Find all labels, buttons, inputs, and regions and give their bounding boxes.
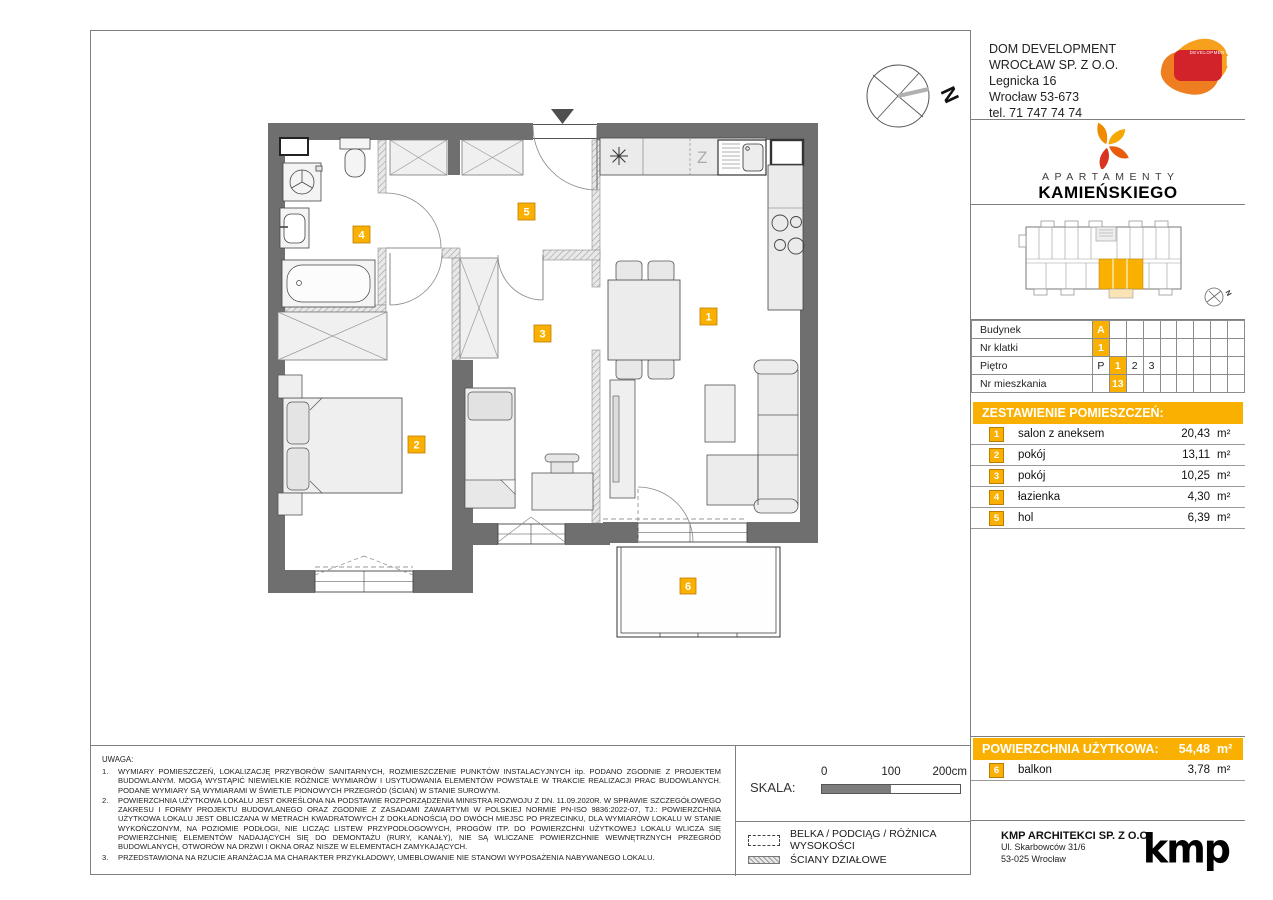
usable-area-label: POWIERZCHNIA UŻYTKOWA: (982, 742, 1159, 756)
scale-section (735, 746, 970, 821)
pillow (287, 402, 309, 444)
room-label-bedroom (408, 436, 425, 453)
room-name: pokój (1018, 449, 1046, 461)
brand-line1: APARTAMENTY (1041, 171, 1180, 183)
brand-logo (971, 120, 1245, 205)
dining-table (608, 280, 680, 360)
svg-text:3: 3 (539, 328, 546, 341)
room-number-chip: 3 (989, 469, 1004, 484)
room-name: pokój (1018, 470, 1046, 482)
coffee-table (705, 385, 735, 442)
mini-compass-icon (1205, 288, 1232, 306)
info-table-row: Budynek A (972, 321, 1245, 339)
partitions-label: ŚCIANY DZIAŁOWE (790, 854, 887, 866)
compass-icon (867, 65, 963, 127)
dom-development-logo (1161, 39, 1263, 99)
svg-text:1: 1 (705, 311, 712, 324)
svg-text:4: 4 (358, 229, 365, 242)
info-table-row: Piętro P 1 2 3 (972, 357, 1245, 375)
room3-door (498, 255, 543, 300)
room-number-chip: 4 (989, 490, 1004, 505)
legend-row-beam (748, 830, 970, 850)
room-label-bathroom (353, 226, 370, 243)
bathroom-door (386, 193, 441, 248)
bottom-band (90, 745, 970, 875)
architect-address1: Ul. Skarbowców 31/6 (1001, 842, 1086, 852)
scale-ticks (821, 766, 967, 780)
usable-area-bar (973, 738, 1243, 760)
bedroom-door (390, 253, 442, 305)
nightstand (278, 375, 302, 398)
kitchen-sink (718, 140, 766, 175)
developer-phone: tel. 71 747 74 74 (989, 106, 1083, 120)
fridge-symbol: Z (697, 148, 708, 167)
developer-address2: Wrocław 53-673 (989, 90, 1080, 104)
svg-text:N: N (1223, 289, 1233, 298)
entrance (533, 109, 597, 139)
developer-name2: WROCŁAW SP. Z O.O. (989, 58, 1119, 72)
bedroom-furniture (278, 375, 402, 515)
architect-name: KMP ARCHITEKCI SP. Z O.O. (1001, 830, 1152, 842)
room-area: 10,25 (1181, 470, 1210, 482)
bathroom-fixtures (280, 138, 375, 307)
bathroom-sink (280, 208, 309, 248)
room3-furniture (465, 388, 593, 510)
entrance-marker-icon (551, 109, 574, 124)
unit-info-table (971, 320, 1245, 393)
room-area: 6,39 (1187, 512, 1210, 524)
balcony-row: 6 balkon 3,78 m² (971, 760, 1245, 781)
info-panel (970, 30, 1263, 875)
balcony-name: balkon (1018, 764, 1052, 776)
pillow (287, 448, 309, 490)
balcony-number-chip: 6 (989, 763, 1004, 778)
scale-bar (821, 784, 961, 794)
developer-address1: Legnicka 16 (989, 74, 1057, 88)
note-item: 2. POWIERZCHNIA UŻYTKOWA LOKALU JEST OKREŚLONA NA PODSTAWIE ROZPORZĄDZENIA MINISTRA ROZWOJU Z DN. 11.09.2020R. W SPRAWIE SZCZEGÓŁOWEGO ZAKRESU I FORMY PROJEKTU BUDOWLANEGO ORAZ ZGODNIE Z ZASADAMI ZAWARTYMI W POLSKIEJ NORMIE PN-ISO 9836:2022-07, TJ.: POWIERZCHNIA UŻYTKOWA LOKALU JEST OBLICZANA W METRACH KWADRATOWYCH Z DOKŁADNOŚCIĄ DO DWÓCH MIEJSC PO PRZECINKU, DLA WYMIARÓW LOKALU W STANIE WYKOŃCZONYM, NA POZIOMIE PODŁOGI, NIE LICZĄC LISTEW PRZYPODŁOGOWYCH, PROGÓW ITP. DO POWIERZCHNI UŻYTKOWEJ LOKALU WLICZA SIĘ POWIERZCHNIĘ ELEMENTÓW NADAJĄCYCH SIĘ DO DEMONTAŻU (RURY, KANAŁY), NIE SĄ WLICZANE POWIERZCHNIE WEWNĘTRZNYCH PRZEGRÓD BUDOWLANYCH, OTWORÓW NA DRZWI I OKNA ORAZ NISZE W ELEMENTACH ZAMYKAJĄCYCH. (102, 795, 721, 852)
logo-badge: DOM DEVELOPMENT (1174, 50, 1222, 81)
notes-section (90, 746, 735, 876)
washing-machine (283, 163, 322, 201)
svg-text:2: 2 (413, 439, 420, 452)
chair (616, 261, 642, 282)
room-label-balcony (680, 578, 696, 594)
room-row: 5 hol 6,39 m² (971, 508, 1245, 529)
balcony (617, 547, 780, 637)
hob-symbol-icon (610, 147, 628, 165)
room-number-chip: 1 (989, 427, 1004, 442)
notes-title: UWAGA: (102, 755, 134, 764)
wardrobe-hall-right (462, 140, 523, 175)
building-overview (971, 205, 1245, 320)
room-area: 20,43 (1181, 428, 1210, 440)
beam-label: BELKA / PODCIĄG / RÓŻNICA WYSOKOŚCI (790, 828, 936, 852)
scale-tick-200: 200cm (932, 766, 967, 778)
room-name: hol (1018, 512, 1034, 524)
kmp-logo: kmp (1142, 825, 1229, 873)
note-item: 1. WYMIARY POMIESZCZEŃ, LOKALIZACJĘ PRZYBORÓW SANITARNYCH, ROZMIESZCZENIE PUNKTÓW INSTALACYJNYCH itp. PODANO ZGODNIE Z PROJEKTEM BUDOWLANYM. MOGĄ WYSTĄPIĆ NIEWIELKIE RÓŻNICE WYMIARÓW I USYTUOWANIA ELEMENTÓW POWSTAŁE W TRAKCIE REALIZACJI PRAC BUDOWLANYCH. PODANE WYMIARY SĄ WYMIARAMI W ŚWIETLE PIONOWYCH PRZEGRÓD (ŚCIAN) W STANIE SUROWYM. (102, 767, 721, 795)
room-row: 4 łazienka 4,30 m² (971, 487, 1245, 508)
room-name: łazienka (1018, 491, 1061, 503)
brand-line2: KAMIEŃSKIEGO (1038, 183, 1178, 202)
room-area: 4,30 (1187, 491, 1210, 503)
scale-tick-0: 0 (821, 766, 828, 778)
room-label-hall (518, 203, 535, 220)
notes-list (102, 767, 721, 862)
kamienskiego-flame-icon (1081, 121, 1135, 169)
room-number-chip: 2 (989, 448, 1004, 463)
info-table-row: Nr mieszkania 13 (972, 375, 1245, 393)
toilet (340, 138, 370, 177)
desk-chair (545, 454, 579, 462)
chair (616, 358, 642, 379)
wardrobe-bedroom (278, 312, 387, 360)
scale-tick-100: 100 (881, 766, 901, 778)
room-row: 3 pokój 10,25 m² (971, 466, 1245, 487)
architect-address2: 53-025 Wrocław (1001, 853, 1066, 864)
desk (532, 473, 593, 510)
wardrobe-room3 (460, 258, 498, 358)
room-label-room3 (534, 325, 551, 342)
desk-chair-seat (551, 462, 573, 473)
scale-label: SKALA: (750, 780, 796, 795)
developer-info (971, 30, 1263, 120)
usable-area-section (971, 736, 1245, 760)
nightstand (278, 493, 302, 515)
svg-text:6: 6 (684, 581, 692, 593)
chair (648, 358, 674, 379)
usable-area-value: 54,48 m² (1178, 742, 1233, 756)
rooms-header: ZESTAWIENIE POMIESZCZEŃ: (973, 402, 1243, 424)
pillow (468, 392, 512, 420)
tv-stand (610, 380, 635, 498)
svg-text:5: 5 (523, 206, 530, 219)
room-row: 2 pokój 13,11 m² (971, 445, 1245, 466)
chair (648, 261, 674, 282)
building-overview-svg (971, 205, 1246, 320)
note-item: 3. PRZEDSTAWIONA NA RZUCIE ARANŻACJA MA CHARAKTER PRZYKŁADOWY, UMEBLOWANIE NIE STANOWI WYPOSAŻENIA NABYWANEGO LOKALU. (102, 852, 655, 862)
floor-plan-drawing (90, 30, 970, 745)
highlighted-balcony (1109, 289, 1133, 298)
info-table-body (972, 321, 1245, 393)
rooms-list (971, 424, 1245, 529)
legend-section (735, 821, 970, 876)
balcony-area: 3,78 (1187, 764, 1210, 776)
legend-row-partitions (748, 850, 970, 870)
beam-swatch-icon (748, 835, 780, 846)
partition-swatch-icon (748, 856, 780, 864)
highlighted-unit (1099, 259, 1143, 289)
room-row: 1 salon z aneksem 20,43 m² (971, 424, 1245, 445)
kitchen-counter-side (768, 165, 803, 310)
developer-name: DOM DEVELOPMENT (989, 42, 1117, 56)
bathtub (282, 260, 375, 307)
room-label-salon (700, 308, 717, 325)
dining-set (608, 261, 680, 379)
floor-plan-svg (90, 30, 970, 745)
window-bedroom (315, 571, 413, 592)
room-number-chip: 5 (989, 511, 1004, 526)
info-table-row: Nr klatki 1 (972, 339, 1245, 357)
compass-north-label: N (935, 83, 963, 107)
architect-info (971, 820, 1245, 875)
wardrobe-hall-left (390, 140, 447, 175)
room-area: 13,11 (1182, 449, 1210, 461)
room-name: salon z aneksem (1018, 428, 1105, 440)
